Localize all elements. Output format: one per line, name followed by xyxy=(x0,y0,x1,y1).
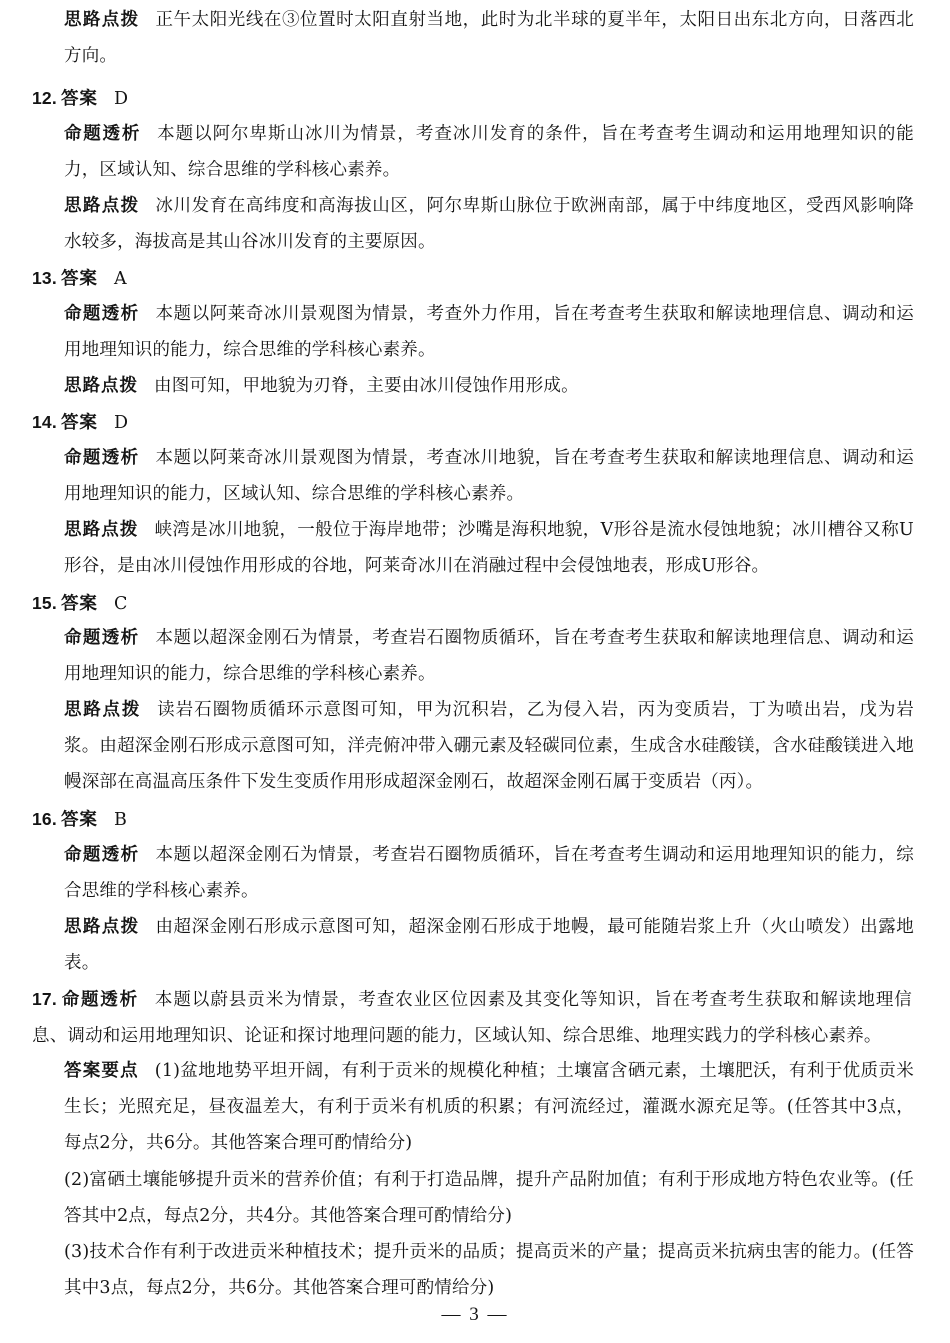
answer-value: C xyxy=(113,594,128,614)
question-number: 12. xyxy=(32,88,57,108)
q17-part3-paragraph xyxy=(64,1234,914,1306)
intent-label: 命题透析 xyxy=(64,628,140,648)
answer-value: B xyxy=(113,810,127,830)
q14-answer-line xyxy=(32,404,912,441)
hint-label: 思路点拨 xyxy=(64,700,142,720)
q11-hint-paragraph xyxy=(64,2,914,74)
hint-text: 由图可知，甲地貌为刃脊，主要由冰川侵蚀作用形成。 xyxy=(154,376,579,396)
answer-label: 答案 xyxy=(60,89,98,109)
question-number: 15. xyxy=(32,593,57,613)
q12-intent-paragraph xyxy=(64,116,914,188)
hint-label: 思路点拨 xyxy=(64,376,138,396)
q15-intent-paragraph xyxy=(64,620,914,692)
hint-label: 思路点拨 xyxy=(64,520,139,540)
q13-hint-paragraph xyxy=(64,368,914,404)
answer-label: 答案 xyxy=(60,269,98,289)
part3-text: (3)技术合作有利于改进贡米种植技术；提升贡米的品质；提高贡米的产量；提高贡米抗病虫害的能力。(任答其中3点，每点2分，共6分。其他答案合理可酌情给分) xyxy=(64,1242,914,1298)
q16-answer-line xyxy=(32,801,912,838)
q13-answer-line xyxy=(32,260,912,297)
intent-label: 命题透析 xyxy=(64,448,140,468)
q12-hint-paragraph xyxy=(64,188,914,260)
hint-label: 思路点拨 xyxy=(64,10,140,30)
q15-answer-line xyxy=(32,585,912,622)
answer-label: 答案 xyxy=(60,810,98,830)
answer-points-text: (1)盆地地势平坦开阔，有利于贡米的规模化种植；土壤富含硒元素，土壤肥沃，有利于优质贡米生长；光照充足，昼夜温差大，有利于贡米有机质的积累；有河流经过，灌溉水源充足等。(任答其中3点，每点2分，共6分。其他答案合理可酌情给分) xyxy=(64,1061,914,1153)
intent-label: 命题透析 xyxy=(60,990,139,1010)
answer-points-label: 答案要点 xyxy=(64,1061,139,1081)
intent-text: 本题以蔚县贡米为情景，考查农业区位因素及其变化等知识，旨在考查考生获取和解读地理信息、调动和运用地理知识、论证和探讨地理问题的能力，区域认知、综合思维、地理实践力的学科核心素养。 xyxy=(32,990,913,1046)
hint-text: 读岩石圈物质循环示意图可知，甲为沉积岩，乙为侵入岩，丙为变质岩，丁为喷出岩，戊为岩浆。由超深金刚石形成示意图可知，洋壳俯冲带入硼元素及轻碳同位素，生成含水硅酸镁，含水硅酸镁进入地幔深部在高温高压条件下发生变质作用形成超深金刚石，故超深金刚石属于变质岩（丙）。 xyxy=(64,700,915,792)
q16-hint-paragraph xyxy=(64,909,914,981)
answer-value: A xyxy=(113,269,127,289)
hint-text: 由超深金刚石形成示意图可知，超深金刚石形成于地幔，最可能随岩浆上升（火山喷发）出露地表。 xyxy=(64,917,914,973)
intent-text: 本题以阿尔卑斯山冰川为情景，考查冰川发育的条件，旨在考查考生调动和运用地理知识的能力，区域认知、综合思维的学科核心素养。 xyxy=(64,124,915,180)
q17-part2-paragraph xyxy=(64,1162,914,1234)
q14-hint-paragraph xyxy=(64,512,914,584)
answer-label: 答案 xyxy=(60,413,98,433)
intent-label: 命题透析 xyxy=(64,124,142,144)
q13-intent-paragraph xyxy=(64,296,914,368)
q16-intent-paragraph xyxy=(64,837,914,909)
q15-hint-paragraph xyxy=(64,692,914,800)
answer-label: 答案 xyxy=(60,594,98,614)
hint-label: 思路点拨 xyxy=(64,196,140,216)
question-number: 17. xyxy=(32,989,57,1009)
q14-intent-paragraph xyxy=(64,440,914,512)
intent-text: 本题以超深金刚石为情景，考查岩石圈物质循环，旨在考查考生调动和运用地理知识的能力，综合思维的学科核心素养。 xyxy=(64,845,914,901)
question-number: 16. xyxy=(32,809,57,829)
part2-text: (2)富硒土壤能够提升贡米的营养价值；有利于打造品牌，提升产品附加值；有利于形成地方特色农业等。(任答其中2点，每点2分，共4分。其他答案合理可酌情给分) xyxy=(64,1170,914,1226)
question-number: 13. xyxy=(32,268,57,288)
q17-answer-paragraph xyxy=(64,1053,914,1161)
answer-value: D xyxy=(113,413,129,433)
answer-value: D xyxy=(113,89,129,109)
hint-text: 正午太阳光线在③位置时太阳直射当地，此时为北半球的夏半年，太阳日出东北方向，日落西北方向。 xyxy=(64,10,914,66)
intent-text: 本题以超深金刚石为情景，考查岩石圈物质循环，旨在考查考生获取和解读地理信息、调动和运用地理知识的能力，综合思维的学科核心素养。 xyxy=(64,628,914,684)
page-number: — 3 — xyxy=(441,1304,509,1325)
question-number: 14. xyxy=(32,412,57,432)
q12-answer-line xyxy=(32,80,912,117)
intent-text: 本题以阿莱奇冰川景观图为情景，考查冰川地貌，旨在考查考生获取和解读地理信息、调动和运用地理知识的能力，区域认知、综合思维的学科核心素养。 xyxy=(64,448,914,504)
intent-label: 命题透析 xyxy=(64,304,140,324)
hint-text: 冰川发育在高纬度和高海拔山区，阿尔卑斯山脉位于欧洲南部，属于中纬度地区，受西风影响降水较多，海拔高是其山谷冰川发育的主要原因。 xyxy=(64,196,914,252)
hint-label: 思路点拨 xyxy=(64,917,140,937)
hint-text: 峡湾是冰川地貌，一般位于海岸地带；沙嘴是海积地貌，V形谷是流水侵蚀地貌；冰川槽谷又称U形谷，是由冰川侵蚀作用形成的谷地，阿莱奇冰川在消融过程中会侵蚀地表，形成U形谷。 xyxy=(64,520,915,576)
intent-label: 命题透析 xyxy=(64,845,140,865)
q17-intent-paragraph xyxy=(32,981,912,1054)
intent-text: 本题以阿莱奇冰川景观图为情景，考查外力作用，旨在考查考生获取和解读地理信息、调动和运用地理知识的能力，综合思维的学科核心素养。 xyxy=(64,304,914,360)
